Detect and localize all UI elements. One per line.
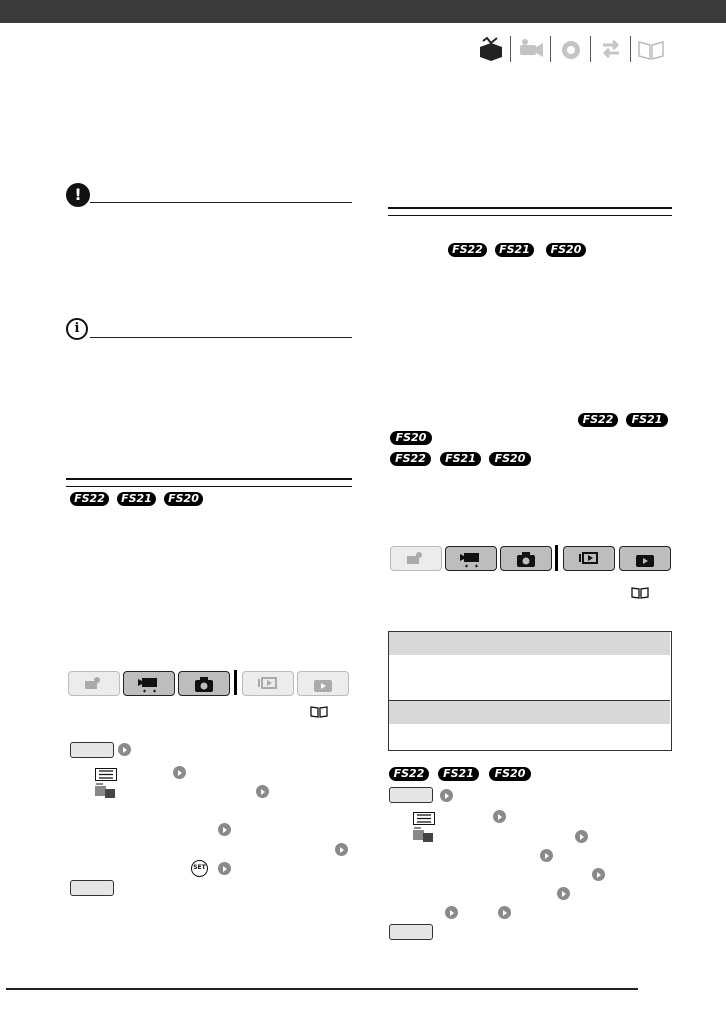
model-badge-fs22: FS22 [389,767,429,781]
movie-camera-icon[interactable] [514,36,547,62]
mode-divider [234,670,237,695]
top-bar [0,0,726,23]
func-button-key [389,924,433,940]
set-button-icon: SET [191,860,208,877]
mode-movie-play [563,546,615,571]
mode-photo-play [619,546,671,571]
book-icon[interactable] [634,36,667,62]
mode-movie-record [445,546,497,571]
intro-box-icon[interactable] [474,36,507,62]
model-badge-fs22: FS22 [70,492,109,506]
important-rule [90,202,352,203]
step-arrow [218,862,231,875]
step-arrow [498,906,511,919]
chapter-divider [510,36,511,62]
model-badge-fs22: FS22 [390,452,431,466]
func-card-icon [93,783,117,803]
step-arrow [557,887,570,900]
model-badge-fs20: FS20 [390,431,432,445]
model-badge-fs22: FS22 [448,243,487,257]
section-rule-left [66,478,352,487]
photo-icon[interactable] [554,36,587,62]
step-arrow [173,766,186,779]
mode-movie-play [242,671,294,696]
mode-movie-record [123,671,175,696]
important-icon: ! [66,183,90,207]
section-rule-right [388,207,672,216]
model-badge-fs22: FS22 [578,413,618,427]
step-arrow [445,906,458,919]
info-table-header-2 [389,701,670,724]
step-arrow [118,743,131,756]
chapter-divider [630,36,631,62]
model-badge-fs21: FS21 [495,243,534,257]
footer-rule [6,988,638,990]
step-arrow [256,785,269,798]
mode-dual-shot [390,546,442,571]
step-arrow [592,868,605,881]
func-card-icon [411,827,435,847]
book-ref-icon [631,584,649,603]
model-badge-fs21: FS21 [117,492,156,506]
transfer-icon[interactable] [594,36,627,62]
note-rule [90,337,352,338]
info-table-header-1 [389,632,670,655]
mode-photo-record [500,546,552,571]
step-arrow [335,843,348,856]
mode-divider [555,545,558,571]
func-button-key [70,880,114,896]
model-badge-fs20: FS20 [489,452,531,466]
model-badge-fs21: FS21 [626,413,668,427]
step-arrow [575,830,588,843]
note-icon: i [66,318,88,340]
step-arrow [493,810,506,823]
chapter-divider [550,36,551,62]
model-badge-fs20: FS20 [489,767,531,781]
mode-photo-play [297,671,349,696]
func-button-key [70,742,114,758]
func-button-key [389,787,433,803]
book-ref-icon [310,703,328,722]
model-badge-fs20: FS20 [164,492,203,506]
step-arrow [218,823,231,836]
mode-dual-shot [68,671,120,696]
step-arrow [440,789,453,802]
step-arrow [540,849,553,862]
model-badge-fs20: FS20 [546,243,586,257]
model-badge-fs21: FS21 [438,767,479,781]
model-badge-fs21: FS21 [440,452,481,466]
mode-photo-record [178,671,230,696]
chapter-divider [590,36,591,62]
